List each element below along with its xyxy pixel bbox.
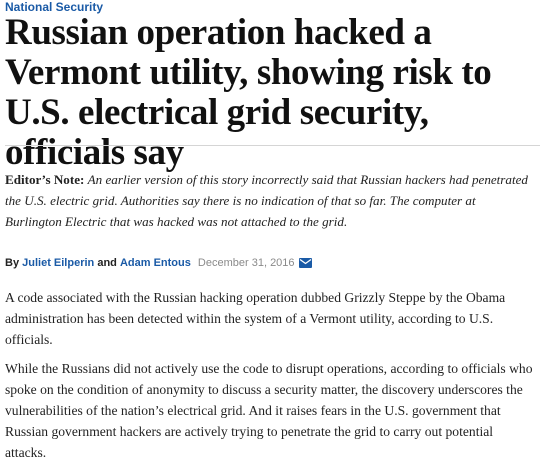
article-paragraph: While the Russians did not actively use the code to disrupt operations, according to officials who spoke on the condition of anonymity to discuss a security matter, the discovery underscores the vulnerabilities of the nation’s electrical grid. And it raises fears in the U.S. government that Russian government hackers are actively trying to penetrate the grid to carry out potential attacks. bbox=[5, 361, 533, 460]
author-link[interactable]: Juliet Eilperin bbox=[22, 257, 95, 269]
byline-and: and bbox=[97, 257, 117, 269]
editors-note bbox=[5, 169, 533, 232]
editors-note-text: An earlier version of this story incorrectly said that Russian hackers had penetrated the U.S. electric grid. Authorities say there is no indication of that so far. The computer at Burlington Electric that was hacked was not attached to the grid. bbox=[5, 172, 528, 229]
byline-by: By bbox=[5, 257, 20, 269]
publish-date: December 31, 2016 bbox=[197, 257, 295, 269]
author-link[interactable]: Adam Entous bbox=[119, 257, 191, 269]
divider bbox=[5, 145, 540, 146]
section-kicker[interactable]: National Security bbox=[5, 0, 104, 14]
article-headline: Russian operation hacked a Vermont utility, showing risk to U.S. electrical grid security, officials say bbox=[5, 12, 492, 173]
article-paragraph: A code associated with the Russian hacking operation dubbed Grizzly Steppe by the Obama administration has been detected within the system of a Vermont utility, according to U.S. officials. bbox=[5, 290, 506, 347]
editors-note-label: Editor’s Note: bbox=[5, 172, 85, 187]
byline bbox=[5, 257, 312, 271]
email-icon[interactable] bbox=[299, 258, 312, 271]
